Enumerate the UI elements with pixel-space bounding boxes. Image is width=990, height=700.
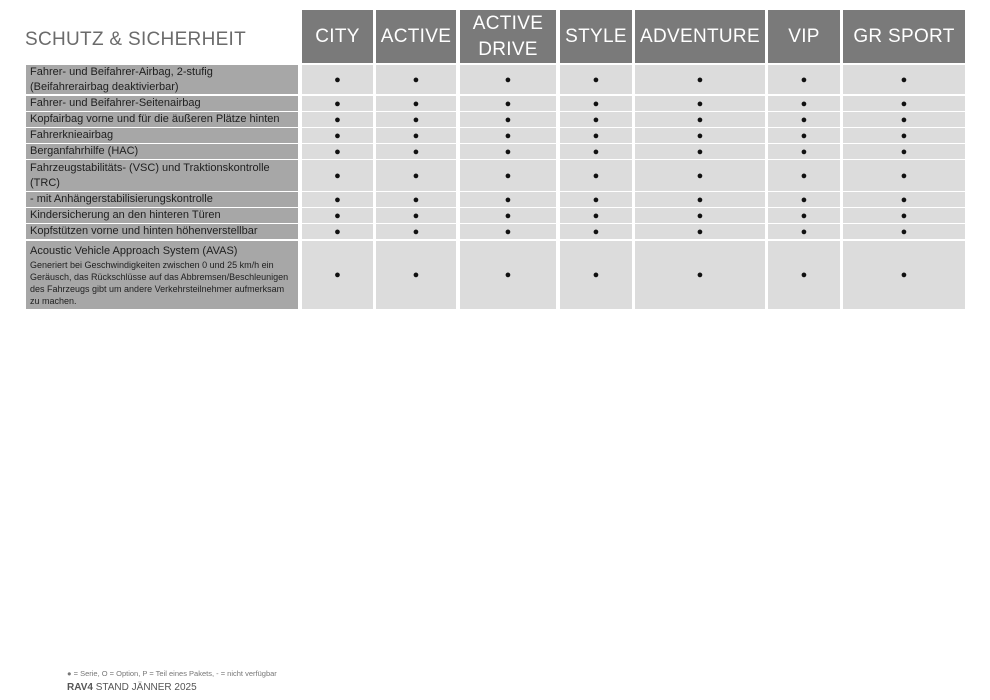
availability-mark: ● bbox=[768, 192, 840, 207]
feature-label bbox=[26, 241, 298, 309]
availability-mark: ● bbox=[768, 128, 840, 143]
feature-label-text: Acoustic Vehicle Approach System (AVAS) bbox=[30, 244, 238, 257]
availability-mark: ● bbox=[768, 241, 840, 309]
column-header-style: STYLE bbox=[560, 10, 632, 63]
availability-mark: ● bbox=[635, 144, 765, 159]
column-header-active: ACTIVE bbox=[376, 10, 456, 63]
feature-label bbox=[26, 128, 298, 143]
availability-mark: ● bbox=[768, 160, 840, 191]
feature-label-text-line2: (TRC) bbox=[30, 176, 60, 189]
feature-label bbox=[26, 208, 298, 223]
availability-mark: ● bbox=[376, 241, 456, 309]
availability-mark: ● bbox=[635, 65, 765, 94]
feature-note: Generiert bei Geschwindigkeiten zwischen 0 und 25 km/h ein Geräusch, das Rückschlüsse auf das Abbremsen/Beschleunigen des Fahrzeugs gibt um andere Verkehrsteilnehmer aufmerksam zu machen. bbox=[30, 259, 289, 306]
section-title: SCHUTZ & SICHERHEIT bbox=[25, 29, 247, 50]
availability-mark: ● bbox=[376, 65, 456, 94]
availability-mark: ● bbox=[376, 144, 456, 159]
feature-label bbox=[26, 160, 298, 191]
availability-mark: ● bbox=[560, 224, 632, 239]
availability-mark: ● bbox=[560, 144, 632, 159]
legend: ● = Serie, O = Option, P = Teil eines Pakets, - = nicht verfügbar bbox=[67, 669, 277, 678]
availability-mark: ● bbox=[302, 65, 373, 94]
feature-label-text: Fahrer- und Beifahrer-Seitenairbag bbox=[30, 97, 201, 109]
availability-mark: ● bbox=[635, 96, 765, 111]
availability-mark: ● bbox=[302, 160, 373, 191]
footer bbox=[67, 682, 197, 693]
feature-label-text: Berganfahrhilfe (HAC) bbox=[30, 145, 139, 157]
availability-mark: ● bbox=[843, 96, 965, 111]
availability-mark: ● bbox=[302, 224, 373, 239]
availability-mark: ● bbox=[460, 224, 556, 239]
table-row bbox=[0, 241, 990, 309]
table-row bbox=[0, 160, 990, 191]
availability-mark: ● bbox=[560, 192, 632, 207]
availability-mark: ● bbox=[460, 112, 556, 127]
table-row bbox=[0, 96, 990, 111]
availability-mark: ● bbox=[768, 144, 840, 159]
availability-mark: ● bbox=[460, 241, 556, 309]
availability-mark: ● bbox=[376, 128, 456, 143]
footer-model: RAV4 bbox=[67, 682, 93, 693]
availability-mark: ● bbox=[843, 128, 965, 143]
availability-mark: ● bbox=[768, 224, 840, 239]
column-header-adventure: ADVENTURE bbox=[635, 10, 765, 63]
availability-mark: ● bbox=[768, 65, 840, 94]
availability-mark: ● bbox=[560, 160, 632, 191]
footer-stand: STAND JÄNNER 2025 bbox=[95, 682, 197, 693]
availability-mark: ● bbox=[376, 160, 456, 191]
feature-label-text: Fahrzeugstabilitäts- (VSC) und Traktionskontrolle bbox=[30, 161, 270, 174]
availability-mark: ● bbox=[560, 96, 632, 111]
availability-mark: ● bbox=[376, 96, 456, 111]
table-row bbox=[0, 144, 990, 159]
column-header-gr-sport: GR SPORT bbox=[843, 10, 965, 63]
availability-mark: ● bbox=[460, 65, 556, 94]
feature-label-text: Kindersicherung an den hinteren Türen bbox=[30, 209, 221, 221]
availability-mark: ● bbox=[302, 192, 373, 207]
table-row bbox=[0, 192, 990, 207]
availability-mark: ● bbox=[560, 208, 632, 223]
availability-mark: ● bbox=[302, 112, 373, 127]
availability-mark: ● bbox=[460, 192, 556, 207]
column-header-city: CITY bbox=[302, 10, 373, 63]
availability-mark: ● bbox=[302, 144, 373, 159]
feature-label bbox=[26, 192, 298, 207]
availability-mark: ● bbox=[843, 144, 965, 159]
column-header-active-drive: ACTIVE DRIVE bbox=[460, 10, 556, 63]
feature-label-text: Kopfstützen vorne und hinten höhenverstellbar bbox=[30, 225, 258, 237]
availability-mark: ● bbox=[635, 128, 765, 143]
feature-label-text: - mit Anhängerstabilisierungskontrolle bbox=[30, 193, 213, 205]
availability-mark: ● bbox=[635, 241, 765, 309]
availability-mark: ● bbox=[843, 224, 965, 239]
availability-mark: ● bbox=[460, 144, 556, 159]
feature-label-text: Kopfairbag vorne und für die äußeren Plätze hinten bbox=[30, 113, 280, 125]
availability-mark: ● bbox=[843, 192, 965, 207]
availability-mark: ● bbox=[843, 241, 965, 309]
availability-mark: ● bbox=[768, 96, 840, 111]
availability-mark: ● bbox=[635, 160, 765, 191]
availability-mark: ● bbox=[302, 128, 373, 143]
feature-label-text: Fahrerknieairbag bbox=[30, 129, 114, 141]
column-header-vip: VIP bbox=[768, 10, 840, 63]
availability-mark: ● bbox=[376, 224, 456, 239]
feature-label-text: Fahrer- und Beifahrer-Airbag, 2-stufig bbox=[30, 65, 213, 78]
availability-mark: ● bbox=[843, 65, 965, 94]
table-row bbox=[0, 65, 990, 94]
availability-mark: ● bbox=[635, 112, 765, 127]
availability-mark: ● bbox=[635, 192, 765, 207]
availability-mark: ● bbox=[560, 128, 632, 143]
availability-mark: ● bbox=[560, 65, 632, 94]
feature-label bbox=[26, 112, 298, 127]
table-row bbox=[0, 224, 990, 239]
availability-mark: ● bbox=[460, 208, 556, 223]
availability-mark: ● bbox=[460, 96, 556, 111]
availability-mark: ● bbox=[460, 128, 556, 143]
availability-mark: ● bbox=[302, 208, 373, 223]
availability-mark: ● bbox=[376, 112, 456, 127]
availability-mark: ● bbox=[635, 208, 765, 223]
availability-mark: ● bbox=[843, 208, 965, 223]
table-row bbox=[0, 112, 990, 127]
availability-mark: ● bbox=[843, 160, 965, 191]
table-row bbox=[0, 128, 990, 143]
availability-mark: ● bbox=[302, 241, 373, 309]
availability-mark: ● bbox=[460, 160, 556, 191]
availability-mark: ● bbox=[843, 112, 965, 127]
feature-label bbox=[26, 96, 298, 111]
availability-mark: ● bbox=[560, 112, 632, 127]
availability-mark: ● bbox=[302, 96, 373, 111]
feature-label bbox=[26, 224, 298, 239]
availability-mark: ● bbox=[560, 241, 632, 309]
availability-mark: ● bbox=[635, 224, 765, 239]
table-row bbox=[0, 208, 990, 223]
feature-label bbox=[26, 65, 298, 94]
feature-label bbox=[26, 144, 298, 159]
availability-mark: ● bbox=[768, 112, 840, 127]
availability-mark: ● bbox=[376, 208, 456, 223]
feature-label-text-line2: (Beifahrerairbag deaktivierbar) bbox=[30, 80, 179, 93]
availability-mark: ● bbox=[768, 208, 840, 223]
availability-mark: ● bbox=[376, 192, 456, 207]
